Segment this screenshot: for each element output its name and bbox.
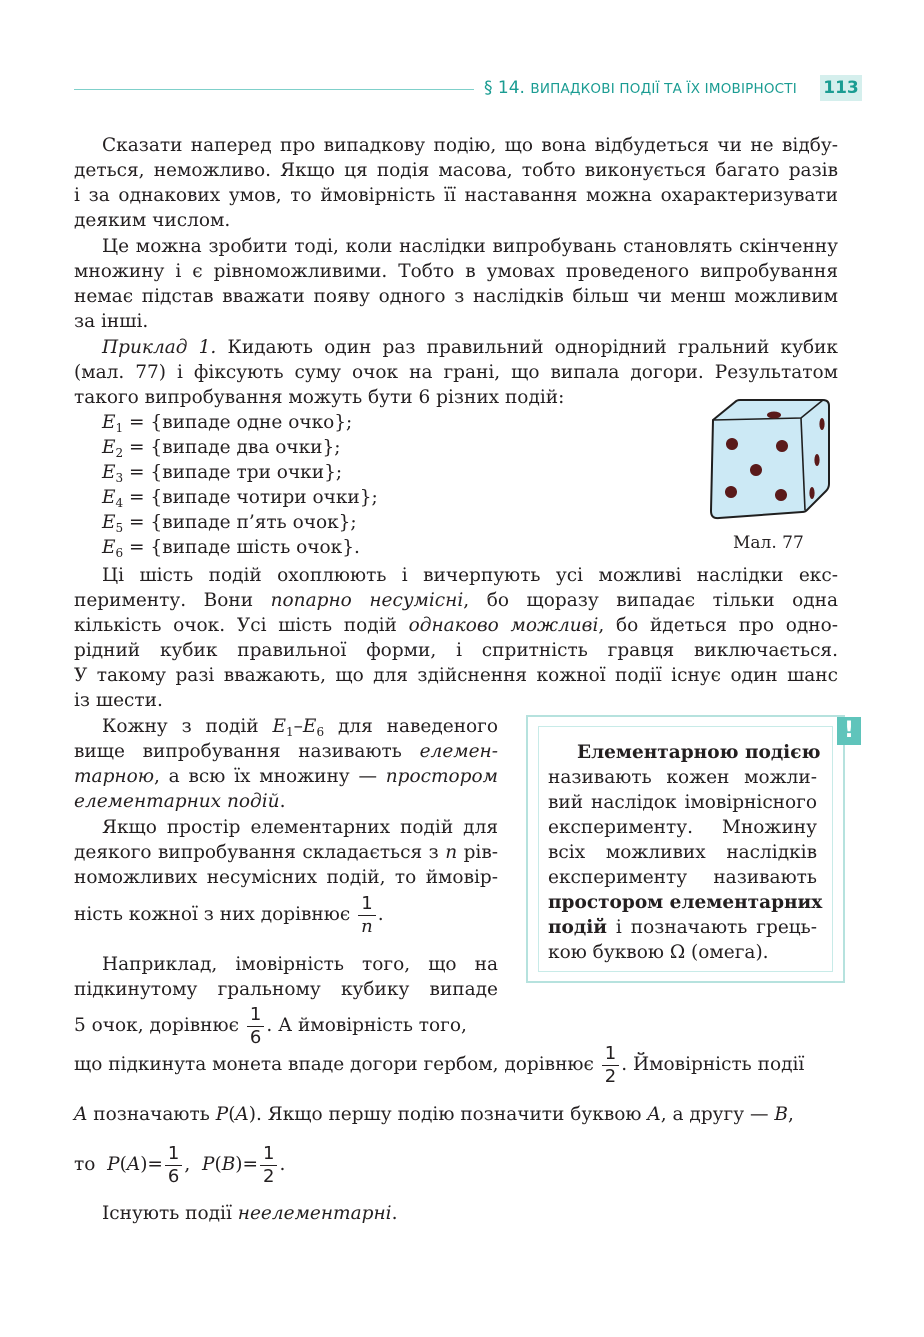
p5-line1: Якщо простір елементарних подій для bbox=[102, 817, 498, 838]
dice-pip bbox=[750, 464, 762, 476]
p5-line2: деякого випробування складається з n рів- bbox=[74, 842, 498, 863]
dice-pip-side bbox=[814, 454, 819, 466]
intro-p2-line2: множину і є рівноможливими. Тобто в умовах проведеного випробування bbox=[74, 261, 838, 282]
example-line1 bbox=[102, 335, 838, 360]
running-header bbox=[484, 77, 797, 100]
intro-p1-line4: деяким числом. bbox=[74, 210, 231, 231]
section-title: ВИПАДКОВІ ПОДІЇ ТА ЇХ ІМОВІРНОСТІ bbox=[530, 81, 797, 97]
event-1: $E_1$ = {випаде одне очко}; bbox=[102, 412, 353, 435]
p6-line5: A позначають P(A). Якщо першу подію позначити буквою A, а другу — B, bbox=[74, 1104, 794, 1125]
fraction-pb: $\frac{1}{2}$ bbox=[260, 1143, 277, 1188]
dice-pip-side bbox=[819, 418, 824, 430]
def-line2: називають кожен можли- bbox=[548, 767, 817, 788]
dice-pip bbox=[725, 486, 737, 498]
def-line4: експерименту. Множину bbox=[548, 817, 817, 838]
p6-line4: що підкинута монета впаде догори гербом, дорівнює $\frac{1}{2}$ . Ймовірність події bbox=[74, 1042, 805, 1087]
dice-pip bbox=[775, 489, 787, 501]
intro-p1-line1: Сказати наперед про випадкову подію, що вона відбудеться чи не відбу- bbox=[102, 135, 838, 156]
p4-line1: Кожну з подій $E_1-E_6$ для наведеного bbox=[102, 716, 499, 739]
fraction-pa: $\frac{1}{6}$ bbox=[165, 1143, 182, 1188]
example-line3: такого випробування можуть бути 6 різних подій: bbox=[74, 387, 565, 408]
def-line8: подій і позначають грець- bbox=[548, 917, 817, 938]
header-rule bbox=[74, 89, 474, 90]
figure-caption: Мал. 77 bbox=[733, 533, 804, 553]
fraction-1-over-6: $\frac{1}{6}$ bbox=[247, 1004, 264, 1049]
p7-line1: Існують події неелементарні. bbox=[102, 1203, 398, 1224]
section-mark: § 14. bbox=[484, 78, 525, 98]
dice-pip-top bbox=[767, 412, 781, 419]
p3-line1: Ці шість подій охоплюють і вичерпують усі можливі наслідки екс- bbox=[102, 565, 838, 586]
def-line6: експерименту називають bbox=[548, 867, 817, 888]
dice-pip bbox=[726, 438, 738, 450]
intro-p2-line3: немає підстав вважати появу одного з наслідків більш чи менш можливим bbox=[74, 286, 838, 307]
def-line1: Елементарною подією bbox=[577, 742, 821, 763]
p4-line3: тарною, а всю їх множину — простором bbox=[74, 766, 498, 787]
p3-line5: У такому разі вважають, що для здійснення кожної події існує один шанс bbox=[74, 665, 838, 686]
page-number: 113 bbox=[820, 75, 862, 101]
def-line5: всіх можливих наслідків bbox=[548, 842, 817, 863]
intro-p1-line2: деться, неможливо. Якщо ця подія масова, тобто виконується багато разів bbox=[74, 160, 838, 181]
p6-line1: Наприклад, імовірність того, що на bbox=[102, 954, 498, 975]
p4-line2: вище випробування називають елемен- bbox=[74, 741, 498, 762]
example-line2: (мал. 77) і фіксують суму очок на грані, що випала догори. Результатом bbox=[74, 362, 838, 383]
p3-line2: перименту. Вони попарно несумісні, бо щоразу випадає тільки одна bbox=[74, 590, 838, 611]
p4-line4: елементарних подій. bbox=[74, 791, 286, 812]
p5-line4: ність кожної з них дорівнює $\frac{1}{n}$ . bbox=[74, 892, 384, 937]
event-2: $E_2$ = {випаде два очки}; bbox=[102, 437, 341, 460]
def-line9: кою буквою Ω (омега). bbox=[548, 942, 769, 963]
event-4: $E_4$ = {випаде чотири очки}; bbox=[102, 487, 378, 510]
p5-line3: номожливих несумісних подій, то ймовір- bbox=[74, 867, 498, 888]
dice-pip bbox=[776, 440, 788, 452]
fraction-1-over-2: $\frac{1}{2}$ bbox=[602, 1043, 619, 1088]
p3-line6: із шести. bbox=[74, 690, 163, 711]
p3-line4: рідний кубик правильної форми, і спритність гравця виключається. bbox=[74, 640, 838, 661]
intro-p1-line3: і за однакових умов, то ймовірність її наставання можна охарактеризувати bbox=[74, 185, 838, 206]
p3-line3: кількість очок. Усі шість подій однаково можливі, бо йдеться про одно- bbox=[74, 615, 838, 636]
example-text-1: Кидають один раз правильний однорідний гральний кубик bbox=[227, 337, 838, 358]
p6-line6: то P(A)= $\frac{1}{6}$ , P(B)= $\frac{1}{2}$ . bbox=[74, 1142, 286, 1187]
def-line3: вий наслідок імовірнісного bbox=[548, 792, 817, 813]
fraction-1-over-n: $\frac{1}{n}$ bbox=[358, 893, 376, 938]
intro-p2-line1: Це можна зробити тоді, коли наслідки випробувань становлять скінченну bbox=[102, 236, 838, 257]
event-5: $E_5$ = {випаде п’ять очок}; bbox=[102, 512, 357, 535]
def-line7: простором елементарних bbox=[548, 892, 823, 913]
event-6: $E_6$ = {випаде шість очок}. bbox=[102, 537, 360, 560]
dice-pip-side bbox=[809, 487, 814, 499]
example-label: Приклад 1. bbox=[102, 337, 217, 358]
p6-line3: 5 очок, дорівнює $\frac{1}{6}$ . А ймовірність того, bbox=[74, 1003, 467, 1048]
event-3: $E_3$ = {випаде три очки}; bbox=[102, 462, 343, 485]
dice-figure bbox=[705, 398, 833, 522]
exclamation-icon: ! bbox=[837, 717, 861, 745]
p6-line2: підкинутому гральному кубику випаде bbox=[74, 979, 498, 1000]
intro-p2-line4: за інші. bbox=[74, 311, 149, 332]
